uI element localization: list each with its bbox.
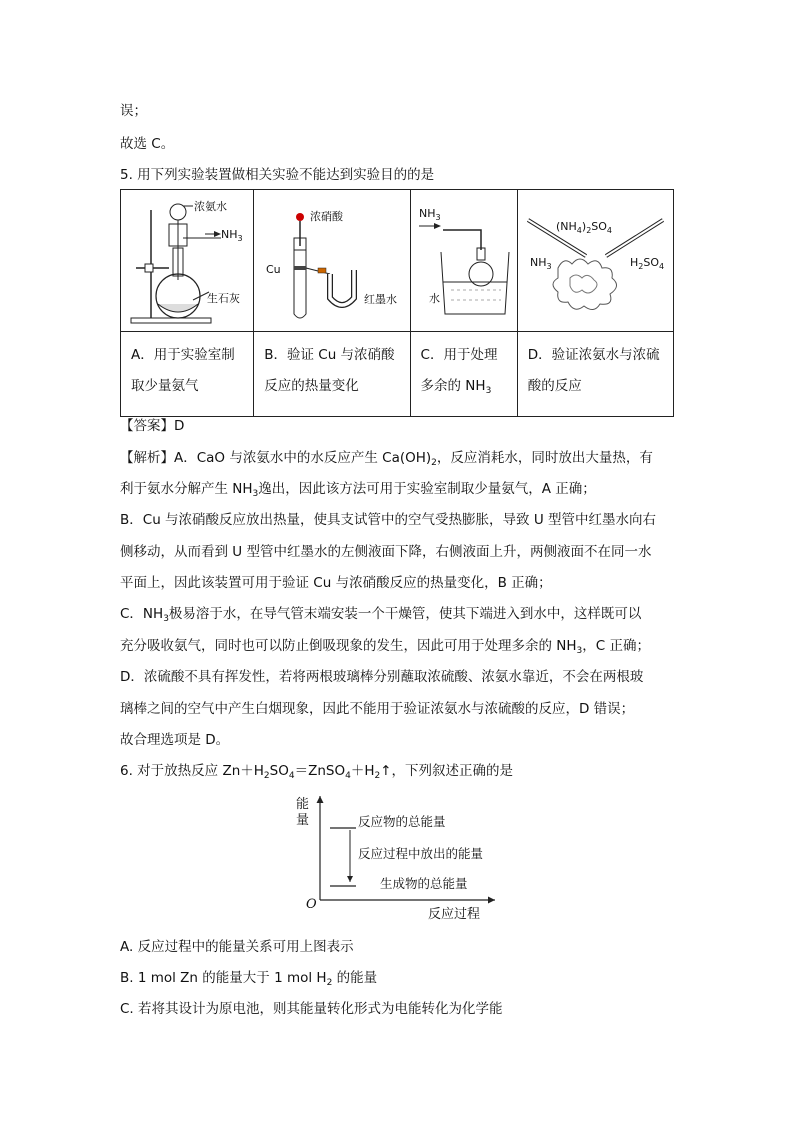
label-nh3: $NH_3$ [221, 228, 243, 243]
explanation-d-2: 璃棒之间的空气中产生白烟现象，因此不能用于验证浓氨水与浓硫酸的反应，D 错误； [120, 701, 635, 717]
explanation-end: 故合理选项是 D。 [120, 732, 230, 748]
copper-nitric-acid-apparatus-icon [254, 190, 409, 331]
label-nh3: $NH_3$ [418, 207, 441, 222]
ammonia-absorption-icon [411, 190, 517, 331]
caption-a: A．用于实验室制 取少量氨气 [121, 332, 254, 417]
label-nh3: $NH_3$ [529, 256, 552, 271]
explanation-b-2: 侧移动，从而看到 U 型管中红墨水的左侧液面下降，右侧液面上升，两侧液面不在同一水 [120, 544, 652, 560]
products-label: 生成物的总能量 [380, 876, 468, 891]
y-axis-label: 量 [296, 813, 310, 828]
x-axis-label: 反应过程 [428, 907, 481, 922]
explanation-c-2: 充分吸收氨气，同时也可以防止倒吸现象的发生，因此可用于处理多余的 $NH_3$，C 正确； [120, 638, 650, 656]
label-ammonia-water: 浓氨水 [194, 200, 227, 213]
glass-rods-white-smoke-icon [518, 190, 673, 331]
label-quicklime: 生石灰 [207, 292, 240, 305]
caption-c: C．用于处理 多余的 $NH_3$ [410, 332, 517, 417]
text-line: 误； [120, 103, 147, 119]
label-h2so4: $H_2SO_4$ [629, 256, 664, 271]
reactants-label: 反应物的总能量 [358, 814, 446, 829]
explanation-b-3: 平面上，因此该装置可用于验证 Cu 与浓硝酸反应的热量变化，B 正确； [120, 575, 552, 591]
y-axis-label: 能 [296, 797, 310, 812]
caption-b: B．验证 Cu 与浓硝酸 反应的热量变化 [254, 332, 410, 417]
label-cu: Cu [266, 263, 281, 276]
apparatus-b-image [254, 190, 410, 332]
label-ammonium-sulfate: $(NH_4)_2SO_4$ [555, 220, 612, 235]
label-water: 水 [428, 292, 440, 305]
explanation-d-1: D．浓硫酸不具有挥发性，若将两根玻璃棒分别蘸取浓硫酸、浓氨水靠近，不会在两根玻 [120, 669, 644, 685]
explanation-c-1: C．$NH_3$极易溶于水，在导气管末端安装一个干燥管，使其下端进入到水中，这样既可以 [120, 606, 642, 624]
explanation-a-2: 利于氨水分解产生 $NH_3$逸出，因此该方法可用于实验室制取少量氨气，A 正确； [120, 481, 596, 499]
explanation-a-1: 【解析】A．CaO 与浓氨水中的水反应产生 $Ca(OH)_2$，反应消耗水，同时放出大量热，有 [120, 450, 653, 468]
label-red-ink: 红墨水 [364, 293, 398, 306]
released-label: 反应过程中放出的能量 [358, 846, 484, 861]
option-a: A. 反应过程中的能量关系可用上图表示 [120, 939, 354, 955]
apparatus-c-image [410, 190, 517, 332]
caption-d: D．验证浓氨水与浓硫 酸的反应 [517, 332, 673, 417]
ammonia-generator-icon [121, 190, 253, 331]
question-5: 5. 用下列实验装置做相关实验不能达到实验目的的是 [120, 167, 435, 183]
origin-label: O [306, 897, 317, 912]
apparatus-d-image [517, 190, 673, 332]
explanation-b-1: B．Cu 与浓硝酸反应放出热量，使具支试管中的空气受热膨胀，导致 U 型管中红墨水向右 [120, 512, 656, 528]
answer: 【答案】D [120, 418, 185, 434]
apparatus-table [120, 189, 674, 417]
option-c: C. 若将其设计为原电池，则其能量转化形式为电能转化为化学能 [120, 1001, 503, 1017]
question-6: 6. 对于放热反应 $Zn+H_2SO_4=ZnSO_4+H_2↑$，下列叙述正确的是 [120, 763, 514, 781]
energy-diagram [290, 790, 510, 925]
text-line: 故选 C。 [120, 136, 175, 152]
apparatus-a-image [121, 190, 254, 332]
option-b: B. 1 mol Zn 的能量大于 1 mol $H_2$ 的能量 [120, 970, 378, 988]
label-nitric-acid: 浓硝酸 [310, 210, 344, 223]
